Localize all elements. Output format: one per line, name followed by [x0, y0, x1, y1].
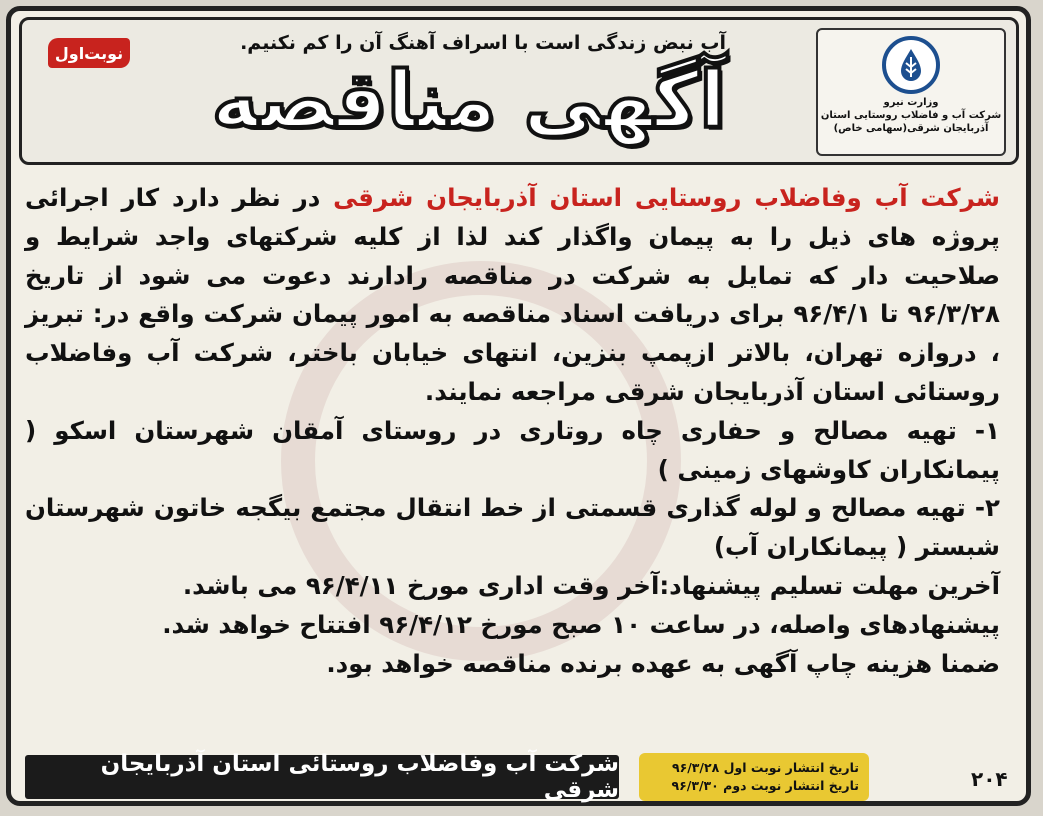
water-drop-wheat-logo-icon: [882, 36, 940, 94]
organization-logo-box: [816, 28, 1006, 156]
publication-date-2: تاریخ انتشار نوبت دوم ۹۶/۳/۳۰: [671, 778, 859, 793]
intro-text: در نظر دارد کار اجرائی پروژه های ذیل را به پیمان واگذار کند لذا از کلیه شرکتهای واجد شرایط و صلاحیت دار که تمایل به شرکت در مناقصه رادارند دعوت می شود از تاریخ ۹۶/۳/۲۸ تا ۹۶/۴/۱ برای دریافت اسناد مناقصه به امور پیمان شرکت واقع در: تبریز ، دروازه تهران، بالاتر ازپمپ بنزین، انتهای خیابان باختر، شرکت آب وفاضلاب روستائی استان آذربایجان شرقی مراجعه نمایند.: [25, 183, 1000, 406]
first-round-badge: نوبت‌اول: [48, 38, 130, 68]
notice-frame: [6, 6, 1031, 806]
project-item-2: ۲- تهیه مصالح و لوله گذاری قسمتی از خط انتقال مجتمع بیگجه خاتون شهرستان شبستر ( پیمانکاران آب): [25, 493, 1000, 562]
deadline-text: آخرین مهلت تسلیم پیشنهاد:آخر وقت اداری مورخ ۹۶/۴/۱۱ می باشد.: [182, 570, 1000, 600]
page-title: آگهی مناقصه: [211, 56, 726, 146]
intro-paragraph: [25, 179, 1000, 412]
project-item-1: ۱- تهیه مصالح و حفاری چاه روتاری در روستای آمقان شهرستان اسکو ( پیمانکاران کاوشهای زمینی ): [25, 415, 1000, 484]
logo-line-2: شرکت آب و فاضلاب روستایی استان: [820, 110, 1002, 121]
slogan: آب نبض زندگی است با اسراف آهنگ آن را کم نکنیم.: [240, 32, 726, 54]
cost-text: ضمنا هزینه چاپ آگهی به عهده برنده مناقصه خواهد بود.: [326, 648, 1000, 678]
logo-line-1: وزارت نیرو: [883, 97, 939, 108]
notice-header: [19, 17, 1019, 165]
publication-date-1: تاریخ انتشار نوبت اول ۹۶/۳/۲۸: [671, 760, 859, 775]
opening-text: پیشنهادهای واصله، در ساعت ۱۰ صبح مورخ ۹۶/۴/۱۲ افتتاح خواهد شد.: [162, 609, 1000, 639]
notice-code: ۲۰۴: [971, 767, 1008, 791]
logo-line-3: آذربایجان شرقی(سهامی خاص): [833, 123, 989, 134]
company-name-highlight: شرکت آب وفاضلاب روستایی استان آذربایجان شرقی: [333, 183, 1000, 212]
footer-company-bar: شرکت آب وفاضلاب روستائی استان آذربایجان شرقی: [25, 755, 619, 799]
publication-dates-box: [639, 753, 869, 801]
notice-body: [25, 179, 1000, 683]
